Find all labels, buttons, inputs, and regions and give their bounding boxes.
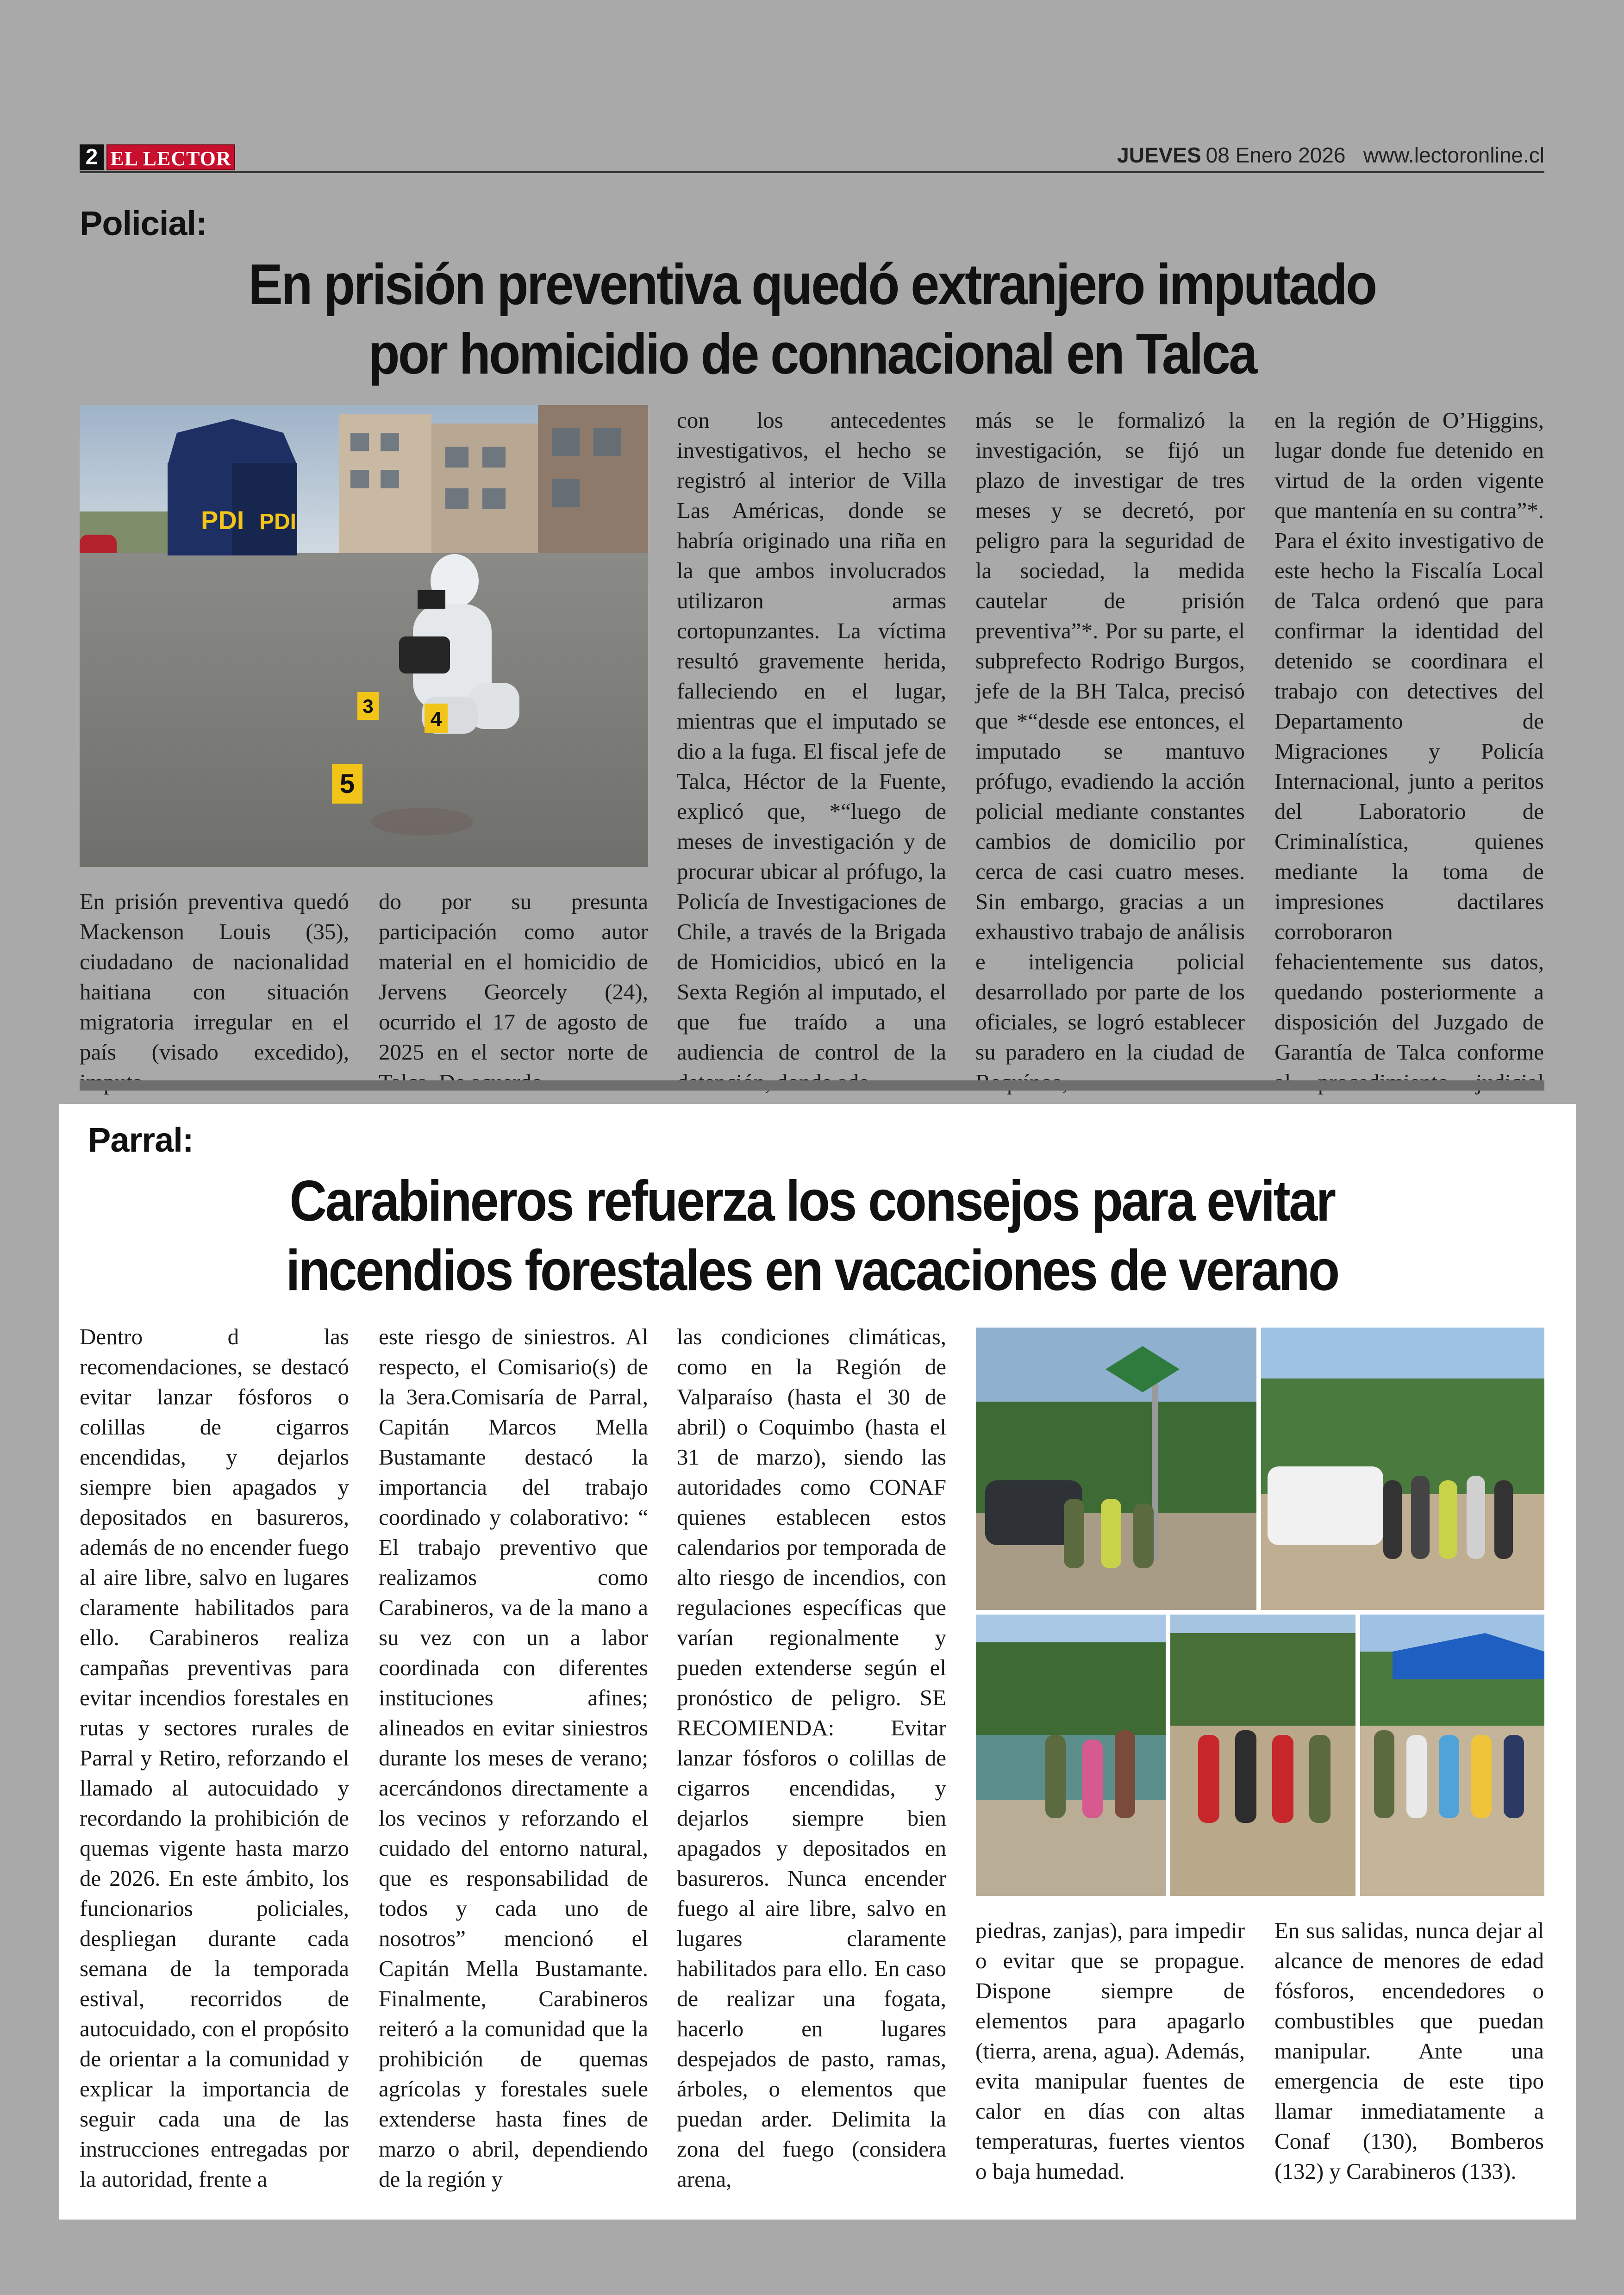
evidence-marker-3: 3	[362, 695, 374, 717]
article1-column-1: En prisión preventiva quedó Mackenson Louis (35), ciudadano de nacionalidad haitiana con situación migratoria irregular en el país (visado excedido),	[80, 889, 349, 1065]
collage-illustration	[976, 1328, 1544, 1896]
crime-scene-photo	[80, 405, 648, 867]
article2-headline-line2: incendios forestales en vacaciones de verano	[286, 1239, 1338, 1303]
article1-headline	[153, 250, 1471, 389]
page-number: 2	[80, 144, 104, 170]
tent-label-right: PDI	[259, 510, 297, 534]
fire-prevention-photo-collage	[976, 1328, 1544, 1896]
article2-column-1: Dentro d las recomendaciones, se destacó evitar lanzar fósforos o colillas de cigarros encendidas, y dejarlos siempre bien apagados y depositados en basureros, además de no encender fuego al aire libre, salvo en lugares claramente habilitados para ello. Carabineros realiza campañas preventivas para evitar incendios forestales en rutas y sectores rurales de Parral y Retiro, reforzando el llamado al autocuidado y recordando la prohibición de quemas vigente hasta marzo de 2026. En este ámbito, los funcionarios policiales, despliegan durante cada semana de la temporada estival, recorridos de autocuidado, con el propósito de orientar a la comunidad y explicar la importancia de seguir cada una de las instrucciones entregadas por la autoridad, frente a	[80, 1324, 349, 2192]
article1-column-4: más se le formalizó la investigación, se fijó un plazo de investigar de tres meses y se decretó, por peligro para la seguridad de la sociedad, la medida cautelar de prisión preventiva”*. Por su parte, el subprefecto Rodrigo Burgos, jefe de la BH Talca, precisó que *“desde ese entonces, el imputado se mantuvo prófugo, evadiendo la acción policial mediante constantes cambios de domicilio por cerca de casi cuatro meses. Sin embargo, gracias a un exhaustivo trabajo de análisis e inteligencia policial desarrollado por parte de los oficiales, se logró establecer su paradero en la ciudad de	[975, 407, 1245, 1065]
article2-headline	[153, 1166, 1471, 1305]
article2-column-4: piedras, zanjas), para impedir o evitar que se propague. Dispone siempre de elementos para apagarlo (tierra, arena, agua). Además, evita manipular fuentes de calor en días con altas temperaturas, fuertes vientos o baja humedad.	[975, 1918, 1245, 2184]
article1-headline-line1: En prisión preventiva quedó extranjero imputado	[248, 253, 1376, 317]
article2-kicker: Parral:	[88, 1121, 194, 1159]
crime-scene-illustration	[80, 405, 648, 867]
collage-photo-4	[1170, 1615, 1355, 1896]
tent-label-left: PDI	[201, 505, 244, 535]
evidence-marker-5: 5	[339, 769, 355, 799]
article2-column-5: En sus salidas, nunca dejar al alcance de menores de edad fósforos, encendedores o combustibles que puedan manipular. Ante una emergencia de este tipo llamar inmediatamente a Conaf (130), Bomberos (132) y Carabineros (133).	[1274, 1918, 1544, 2184]
collage-photo-3	[976, 1615, 1166, 1896]
header-day: JUEVES	[1117, 143, 1201, 167]
article2-headline-line1: Carabineros refuerza los consejos para evitar	[289, 1169, 1335, 1233]
article1-column-2: do por su presunta participación como autor material en el homicidio de Jervens Georcely (24), ocurrido el 17 de agosto de 2025 en el sector norte de	[379, 889, 648, 1065]
article1-headline-line2: por homicidio de connacional en Talca	[368, 322, 1256, 386]
collage-photo-1	[976, 1328, 1256, 1610]
header-rule	[80, 171, 1544, 173]
article2-column-3: las condiciones climáticas, como en la Región de Valparaíso (hasta el 30 de abril) o Coquimbo (hasta el 31 de marzo), siendo las autoridades como CONAF quienes establecen estos calendarios por temporada de alto riesgo de incendios, con regulaciones específicas que varían regionalmente y pueden extenderse según el pronóstico de peligro. SE RECOMIENDA: Evitar lanzar fósforos o colillas de cigarros encendidas, y dejarlos siempre bien apagados y depositados en basureros. Nunca encender fuego al aire libre, salvo en lugares claramente habilitados para ello. En caso de realizar una fogata, hacerlo en lugares despejados de pasto, ramas, árboles, o elementos que puedan arder. Delimita la zona del fuego (considera arena,	[677, 1324, 946, 2192]
newspaper-logo: EL LECTOR	[106, 144, 235, 170]
collage-photo-5	[1360, 1615, 1544, 1896]
header-date: 08 Enero 2026	[1206, 143, 1346, 167]
article2-column-2: este riesgo de siniestros. Al respecto, el Comisario(s) de la 3era.Comisaría de Parral, Capitán Marcos Mella Bustamante destacó la importancia del trabajo coordinado y colaborativo: “ El trabajo preventivo que realizamos como Carabineros, va de la mano a su vez con un a labor coordinada con diferentes instituciones afines; alineados en evitar siniestros durante los meses de verano; acercándonos directamente a los vecinos y reforzando el cuidado del entorno natural, que es responsabilidad de todos y cada uno de nosotros” mencionó el Capitán Mella Bustamante. Finalmente, Carabineros reiteró a la comunidad que la prohibición de quemas agrícolas y forestales suele extenderse hasta fines de marzo o abril, dependiendo de la región y	[379, 1324, 648, 2192]
article-divider	[80, 1080, 1544, 1091]
header-website[interactable]: www.lectoronline.cl	[1363, 143, 1544, 167]
article1-kicker: Policial:	[80, 204, 207, 243]
article1-column-5: en la región de O’Higgins, lugar donde fue detenido en virtud de la orden vigente que mantenía en su contra”*. Para el éxito investigativo de este hecho la Fiscalía Local de Talca ordenó que para confirmar la identidad del detenido se coordinara el trabajo con detectives del Departamento de Migraciones y Policía Internacional, junto a peritos del Laboratorio de Criminalística, quienes mediante la toma de impresiones dactilares corroboraron fehacientemente sus datos, quedando posteriormente a disposición del Juzgado de Garantía de Talca conforme	[1274, 407, 1544, 1065]
header-date-bar	[1117, 143, 1544, 168]
collage-photo-2	[1261, 1328, 1544, 1610]
evidence-marker-4: 4	[430, 708, 442, 730]
article1-column-3: con los antecedentes investigativos, el hecho se registró al interior de Villa Las Américas, donde se habría originado una riña en la que ambos involucrados utilizaron armas cortopunzantes. La víctima resultó gravemente herida, falleciendo en el lugar, mientras que el imputado se dio a la fuga. El fiscal jefe de Talca, Héctor de la Fuente, explicó que, *“luego de meses de investigación y de procurar ubicar al prófugo, la Policía de Investigaciones de Chile, a través de la Brigada de Homicidios, ubicó en la Sexta Región al imputado, el que fue traído a una audiencia de control de la	[677, 407, 946, 1065]
